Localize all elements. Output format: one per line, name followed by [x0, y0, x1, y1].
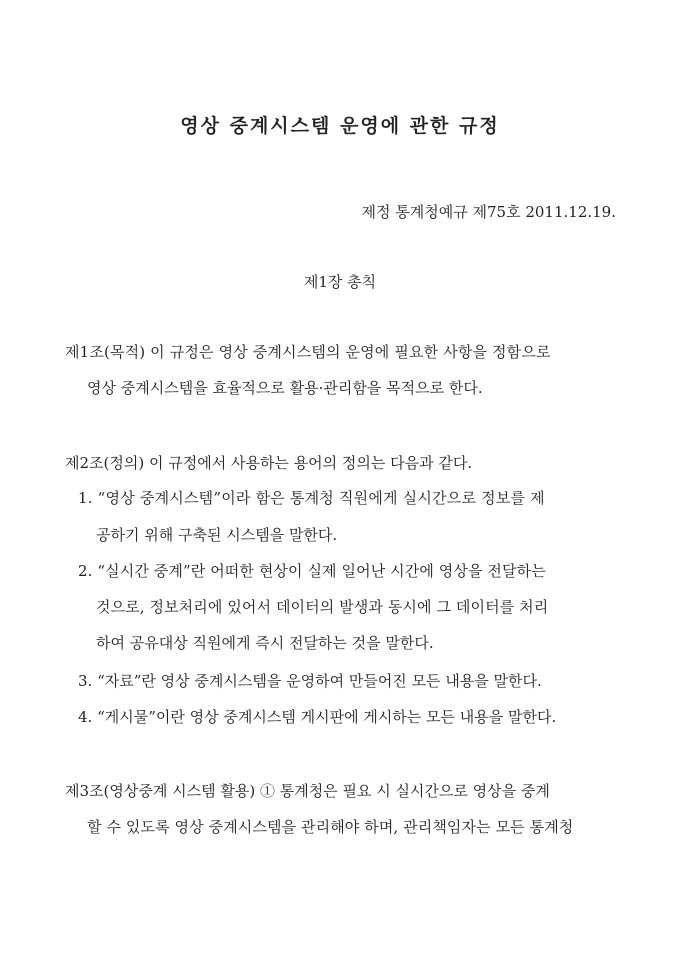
document-title: 영상 중계시스템 운영에 관한 규정 — [180, 115, 500, 137]
article3-line2: 할 수 있도록 영상 중계시스템을 관리해야 하며, 관리책임자는 모든 통계청 — [87, 818, 574, 836]
article2-item3: 3. “자료”란 영상 중계시스템을 운영하여 만들어진 모든 내용을 말한다. — [78, 672, 542, 690]
chapter-heading: 제1장 총칙 — [303, 273, 377, 291]
enactment-info: 제정 통계청예규 제75호 2011.12.19. — [361, 203, 616, 221]
article2-item2-line3: 하여 공유대상 직원에게 즉시 전달하는 것을 말한다. — [96, 634, 434, 652]
article3-line1: 제3조(영상중계 시스템 활용) ① 통계청은 필요 시 실시간으로 영상을 중계 — [65, 782, 550, 800]
article1-line1: 제1조(목적) 이 규정은 영상 중계시스템의 운영에 필요한 사항을 정함으로 — [65, 343, 551, 361]
article2-item2-line1: 2. “실시간 중계”란 어떠한 현상이 실제 일어난 시간에 영상을 전달하는 — [78, 562, 546, 580]
article2-item1-line2: 공하기 위해 구축된 시스템을 말한다. — [96, 526, 338, 544]
article2-item1-line1: 1. “영상 중계시스템”이라 함은 통계청 직원에게 실시간으로 정보를 제 — [78, 489, 545, 507]
article2-heading: 제2조(정의) 이 규정에서 사용하는 용어의 정의는 다음과 같다. — [65, 454, 473, 472]
article2-item2-line2: 것으로, 정보처리에 있어서 데이터의 발생과 동시에 그 데이터를 처리 — [96, 598, 549, 616]
article2-item4: 4. “게시물”이란 영상 중계시스템 게시판에 게시하는 모든 내용을 말한다. — [78, 708, 557, 726]
article1-line2: 영상 중계시스템을 효율적으로 활용·관리함을 목적으로 한다. — [87, 379, 483, 397]
